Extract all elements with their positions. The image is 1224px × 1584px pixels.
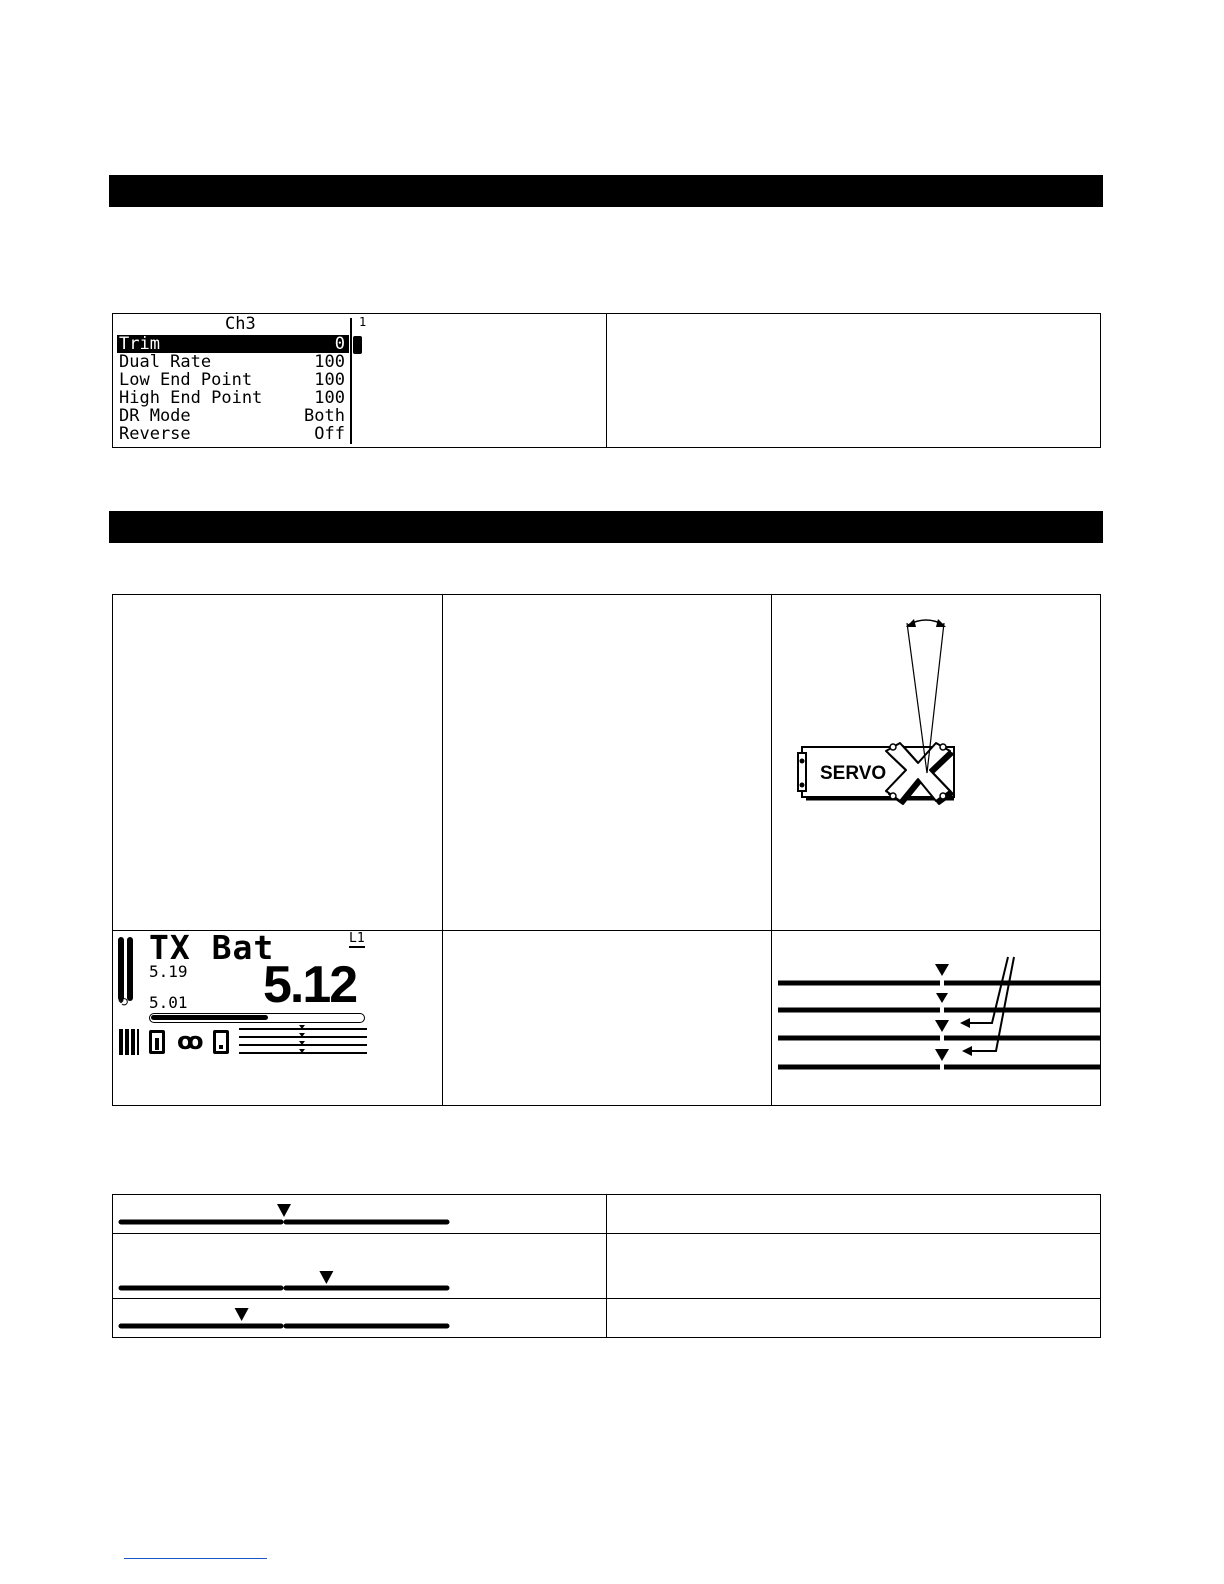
table3-r1c1 <box>112 1194 607 1234</box>
timer-icon: ⟲ <box>118 994 129 1009</box>
servo-label: SERVO <box>820 763 887 784</box>
grid-icon <box>119 1029 139 1055</box>
level-bar-fill <box>151 1015 268 1020</box>
servo-illustration <box>772 595 1102 932</box>
section-header-bar-2 <box>109 511 1103 543</box>
battery-icon-1 <box>149 1030 165 1054</box>
channel-row-dr-mode[interactable] <box>117 407 349 425</box>
mini-trim-bars <box>239 1025 369 1059</box>
footer-link-underline[interactable] <box>124 1558 267 1559</box>
table2-r2c1 <box>112 927 443 1106</box>
table3-r2c2 <box>606 1233 1101 1300</box>
scrollbar-thumb[interactable] <box>353 336 362 354</box>
channel-description-cell <box>606 313 1101 448</box>
channel-row-low-end-point[interactable] <box>117 371 349 389</box>
channel-screen-cell <box>112 313 607 448</box>
row-label: Low End Point <box>119 370 253 390</box>
row-label: Trim <box>119 334 160 354</box>
battery-lcd-screen <box>113 927 442 1105</box>
table2-r1c2 <box>442 594 773 931</box>
trim-bar-left <box>113 1299 453 1337</box>
small-value-bottom: 5.01 <box>149 992 188 1012</box>
row-value: 0 <box>334 334 345 354</box>
table2-r1c3 <box>771 594 1101 931</box>
big-value: 5.12 <box>263 955 357 1014</box>
battery-title: TX Bat <box>149 927 275 967</box>
channel-lcd-screen <box>113 314 373 447</box>
channel-title: Ch3 <box>225 314 256 334</box>
page-indicator: 1 <box>359 315 367 329</box>
table3-r3c2 <box>606 1298 1101 1338</box>
row-label: Dual Rate <box>119 352 212 372</box>
row-value: 100 <box>314 388 345 408</box>
channel-row-trim[interactable] <box>117 335 349 353</box>
left-gauge-1 <box>118 937 124 1001</box>
plug-icon: ꝏ <box>177 1026 204 1055</box>
trim-marker <box>235 1308 249 1321</box>
channel-row-high-end-point[interactable] <box>117 389 349 407</box>
trim-bar-right <box>113 1234 453 1299</box>
row-label: High End Point <box>119 388 263 408</box>
scrollbar-track[interactable] <box>350 318 352 444</box>
table2-r2c2 <box>442 930 773 1106</box>
row-value: Off <box>314 424 345 444</box>
row-value: 100 <box>314 370 345 390</box>
table2-r2c3 <box>771 930 1101 1106</box>
trim-marker <box>277 1204 291 1217</box>
level-bar <box>149 1013 365 1023</box>
battery-icon-2 <box>213 1030 229 1054</box>
section-header-bar-1 <box>109 175 1103 207</box>
table3-r3c1 <box>112 1298 607 1338</box>
corner-label: L1 <box>349 930 365 946</box>
table3-r1c2 <box>606 1194 1101 1234</box>
row-value: 100 <box>314 352 345 372</box>
table2-r1c1 <box>112 594 443 931</box>
trim-bar-center <box>113 1195 453 1233</box>
trim-lines-illustration <box>772 931 1102 1107</box>
channel-row-reverse[interactable] <box>117 425 349 443</box>
trim-marker <box>319 1271 333 1284</box>
row-label: Reverse <box>119 424 191 444</box>
channel-row-dual-rate[interactable] <box>117 353 349 371</box>
left-gauge-2 <box>127 937 133 1001</box>
row-value: Both <box>304 406 345 426</box>
table3-r2c1 <box>112 1233 607 1300</box>
row-label: DR Mode <box>119 406 191 426</box>
small-value-top: 5.19 <box>149 961 188 981</box>
